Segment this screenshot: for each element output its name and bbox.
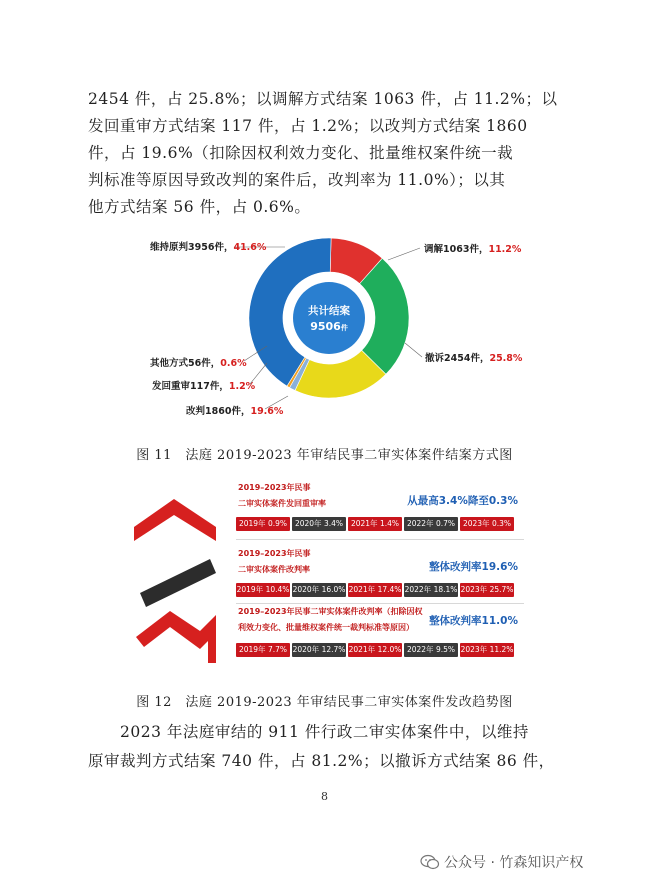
donut-label-text: 其他方式56件， (150, 358, 221, 369)
watermark-text: 公众号 · 竹森知识产权 (444, 855, 584, 871)
year-chip (292, 643, 346, 657)
page-number: 8 (321, 790, 328, 803)
text-line: 原审裁判方式结案 740 件，占 81.2%；以撤诉方式结案 86 件， (88, 752, 555, 770)
chip-year: 2020年 (294, 519, 322, 528)
chip-value: 0.7% (435, 519, 456, 528)
chip-year: 2022年 (404, 585, 432, 594)
donut-label-other (150, 355, 247, 369)
watermark (420, 852, 583, 872)
year-chip (292, 517, 346, 531)
trend-block-revise-adjusted (232, 601, 524, 659)
year-chip (348, 517, 402, 531)
leader-line (405, 343, 422, 357)
donut-label-pct: 11.2% (488, 244, 522, 255)
block-title: 2019–2023年民事 (238, 549, 311, 558)
chip-year: 2023年 (460, 585, 488, 594)
donut-label-pct: 41.6% (233, 242, 267, 253)
year-chip (236, 517, 290, 531)
year-chip (292, 583, 346, 597)
leader-line (388, 248, 420, 260)
chip-value: 9.5% (435, 645, 456, 654)
figure-caption: 图 12 法庭 2019-2023 年审结民事二审实体案件发改趋势图 (136, 695, 513, 710)
block-subtitle: 二审实体案件发回重审率 (238, 499, 326, 508)
chip-value: 0.3% (491, 519, 512, 528)
block-headline: 整体改判率19.6% (429, 561, 518, 573)
divider (236, 539, 524, 540)
donut-label-remand (152, 378, 255, 392)
chip-value: 1.4% (379, 519, 400, 528)
chip-value: 16.0% (321, 585, 346, 594)
chip-year: 2019年 (238, 519, 266, 528)
chip-value: 12.7% (321, 645, 346, 654)
year-chip (460, 643, 514, 657)
donut-label-pct: 0.6% (220, 358, 247, 369)
text-line: 判标准等原因导致改判的案件后，改判率为 11.0%）；以其 (88, 171, 506, 189)
trend-block-revise (232, 543, 524, 601)
year-chip (348, 643, 402, 657)
block-title: 2019–2023年民事二审实体案件改判率（扣除因权 (238, 607, 423, 616)
chip-value: 7.7% (267, 645, 288, 654)
year-chip (460, 583, 514, 597)
year-chip (404, 517, 458, 531)
text-line: 2454 件，占 25.8%；以调解方式结案 1063 件，占 11.2%；以 (88, 90, 558, 108)
chip-year: 2020年 (292, 645, 320, 654)
donut-label-text: 维持原判3956件， (150, 242, 234, 253)
year-chip (404, 583, 458, 597)
chip-value: 11.2% (489, 645, 514, 654)
donut-label-uphold (150, 239, 266, 253)
leader-line (244, 346, 267, 361)
year-chip (236, 643, 290, 657)
chip-year: 2023年 (462, 519, 490, 528)
figure-caption: 图 11 法庭 2019-2023 年审结民事二审实体案件结案方式图 (136, 448, 513, 463)
donut-label-withdraw (425, 350, 522, 364)
chip-value: 17.4% (377, 585, 402, 594)
chip-year: 2021年 (348, 645, 376, 654)
chip-year: 2020年 (292, 585, 320, 594)
chip-value: 10.4% (265, 585, 290, 594)
trend-block-remand (232, 477, 524, 535)
donut-center-number: 9506 (310, 320, 341, 333)
chip-value: 3.4% (323, 519, 344, 528)
donut-label-revise (186, 403, 283, 417)
bottom-paragraph (88, 718, 558, 776)
donut-label-pct: 19.6% (250, 406, 284, 417)
chip-year: 2019年 (238, 645, 266, 654)
text-line: 他方式结案 56 件，占 0.6%。 (88, 198, 311, 216)
donut-label-text: 调解1063件， (424, 244, 489, 255)
donut-center-title: 共计结案 (308, 305, 350, 317)
chip-value: 0.9% (267, 519, 288, 528)
block-subtitle: 利效力变化、批量维权案件统一裁判标准等原因） (238, 623, 414, 632)
block-subtitle: 二审实体案件改判率 (238, 565, 310, 574)
chip-year: 2022年 (406, 645, 434, 654)
chip-year: 2019年 (236, 585, 264, 594)
text-line: 发回重审方式结案 117 件，占 1.2%；以改判方式结案 1860 (88, 117, 528, 135)
block-headline: 从最高3.4%降至0.3% (407, 495, 518, 507)
chip-value: 25.7% (489, 585, 514, 594)
block-title: 2019–2023年民事 (238, 483, 311, 492)
chip-year: 2023年 (460, 645, 488, 654)
chip-year: 2022年 (406, 519, 434, 528)
wechat-icon (420, 854, 440, 870)
chip-value: 12.0% (377, 645, 402, 654)
donut-label-text: 撤诉2454件， (425, 353, 490, 364)
text-line: 件，占 19.6%（扣除因权利效力变化、批量维权案件统一裁 (88, 144, 514, 162)
text-line: 2023 年法庭审结的 911 件行政二审实体案件中，以维持 (88, 723, 529, 741)
donut-label-pct: 1.2% (228, 381, 256, 392)
year-chip (404, 643, 458, 657)
chip-year: 2021年 (350, 519, 378, 528)
year-chip (460, 517, 514, 531)
decorative-arrow-graphic (130, 475, 230, 675)
donut-label-mediation (424, 241, 521, 255)
year-chip (348, 583, 402, 597)
donut-center-unit: 件 (340, 324, 348, 332)
donut-label-pct: 25.8% (489, 353, 523, 364)
donut-label-text: 发回重审117件， (152, 381, 229, 392)
year-chip (236, 583, 290, 597)
trend-panel (130, 475, 525, 675)
block-headline: 整体改判率11.0% (429, 615, 518, 627)
chip-year: 2021年 (348, 585, 376, 594)
donut-label-text: 改判1860件， (186, 406, 251, 417)
chip-value: 18.1% (433, 585, 458, 594)
